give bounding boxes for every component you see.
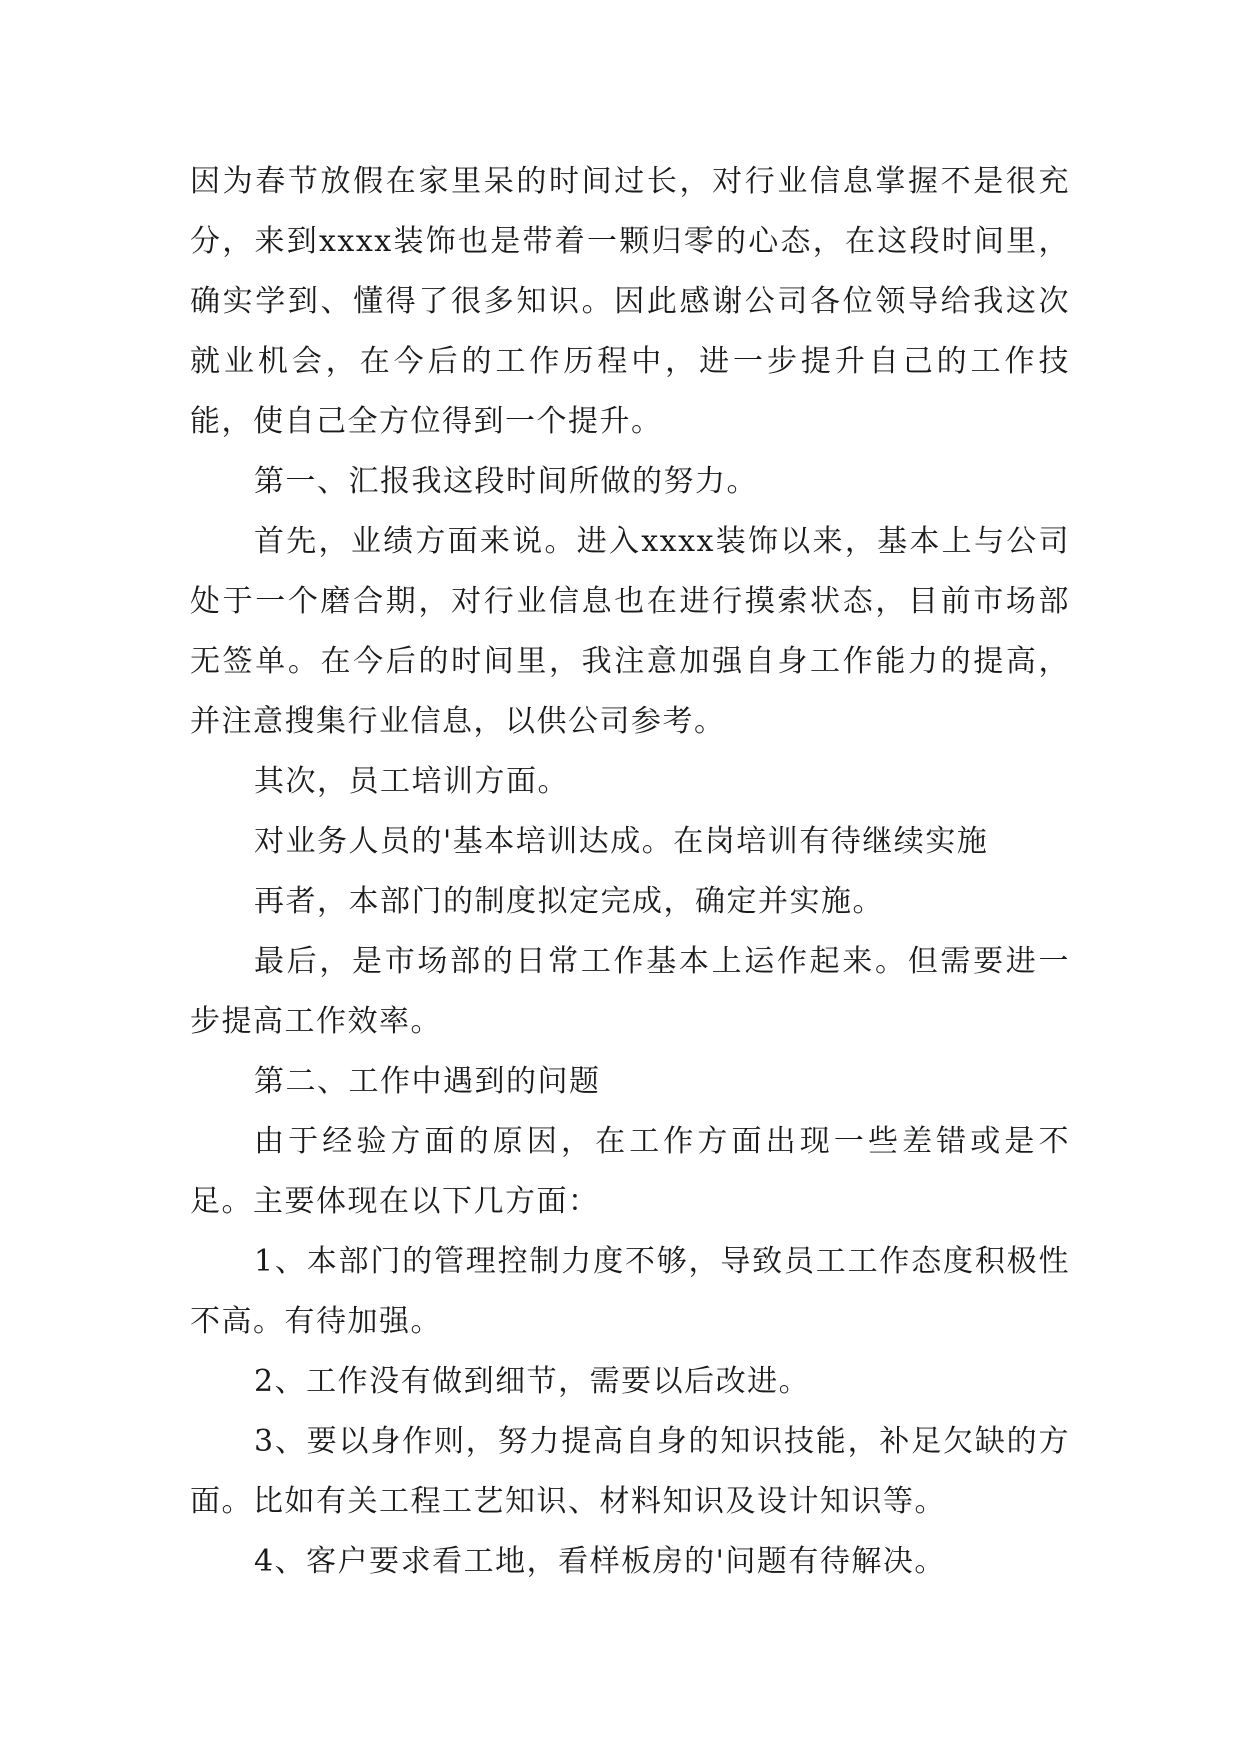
paragraph-problems-intro: 由于经验方面的原因，在工作方面出现一些差错或是不足。主要体现在以下几方面：: [190, 1124, 1070, 1219]
section-heading-efforts: 第一、汇报我这段时间所做的努力。: [254, 464, 758, 499]
paragraph-performance: 首先，业绩方面来说。进入xxxx装饰以来，基本上与公司处于一个磨合期，对行业信息也在进行摸索状态，目前市场部无签单。在今后的时间里，我注意加强自身工作能力的提高，并注意搜集行业信息，以供公司参考。: [190, 524, 1070, 739]
paragraph-intro: 因为春节放假在家里呆的时间过长，对行业信息掌握不是很充分，来到xxxx装饰也是带着一颗归零的心态，在这段时间里，确实学到、懂得了很多知识。因此感谢公司各位领导给我这次就业机会，在今后的工作历程中，进一步提升自己的工作技能，使自己全方位得到一个提升。: [190, 164, 1070, 439]
paragraph-daily-work: 最后，是市场部的日常工作基本上运作起来。但需要进一步提高工作效率。: [190, 944, 1070, 1039]
paragraph-system: 再者，本部门的制度拟定完成，确定并实施。: [254, 884, 884, 919]
list-item-2: 2、工作没有做到细节，需要以后改进。: [254, 1364, 811, 1399]
list-item-1: 1、本部门的管理控制力度不够，导致员工工作态度积极性不高。有待加强。: [190, 1244, 1070, 1339]
section-heading-problems: 第二、工作中遇到的问题: [254, 1064, 601, 1099]
list-item-4: 4、客户要求看工地，看样板房的'问题有待解决。: [254, 1544, 946, 1579]
list-item-3: 3、要以身作则，努力提高自身的知识技能，补足欠缺的方面。比如有关工程工艺知识、材料知识及设计知识等。: [190, 1424, 1070, 1519]
paragraph-training-heading: 其次，员工培训方面。: [254, 764, 569, 799]
paragraph-training-detail: 对业务人员的'基本培训达成。在岗培训有待继续实施: [254, 824, 989, 859]
document-body: [190, 152, 1070, 1592]
